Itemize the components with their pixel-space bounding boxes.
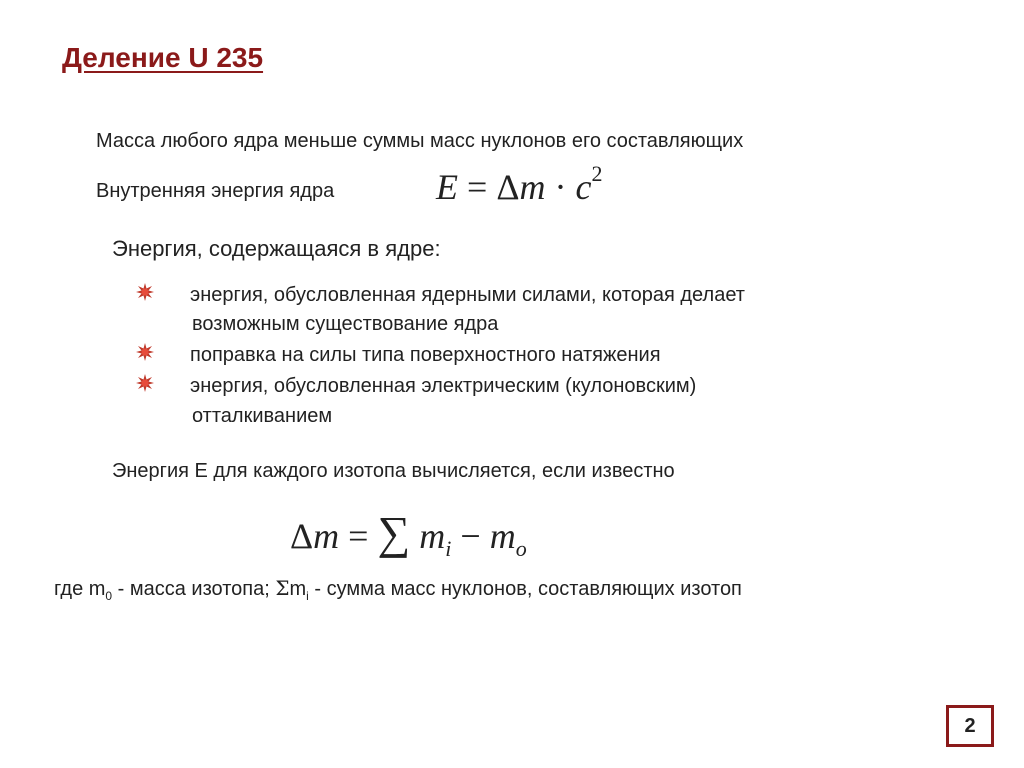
energy-subheading: Энергия, содержащаяся в ядре: xyxy=(112,236,441,261)
bullet-3-icon xyxy=(136,374,154,397)
note-part-2: - масса изотопа; xyxy=(112,578,276,600)
bullet-2-line-1: поправка на силы типа поверхностного натяжения xyxy=(190,344,661,366)
note-part-3: m xyxy=(289,578,307,600)
energy-formula xyxy=(436,161,603,208)
bullet-3-line-1: энергия, обусловленная электрическим (кулоновским) xyxy=(190,375,697,397)
formula-power: 2 xyxy=(591,161,603,186)
bullet-1-line-1: энергия, обусловленная ядерными силами, которая делает xyxy=(190,284,745,306)
formula2-eq: = xyxy=(348,516,369,556)
formula2-mo: m xyxy=(489,516,516,556)
bullet-3-line-2: отталкиванием xyxy=(192,405,333,427)
internal-energy-label: Внутренняя энергия ядра xyxy=(96,180,335,202)
notation-note xyxy=(54,576,742,603)
bullet-1-icon xyxy=(136,283,154,306)
formula-eq: = xyxy=(467,167,488,207)
starburst-icon xyxy=(136,374,154,392)
mass-defect-formula xyxy=(290,506,527,559)
formula2-minus: − xyxy=(460,516,481,556)
note-sub-i: i xyxy=(306,589,309,603)
formula2-mi: m xyxy=(419,516,446,556)
formula2-m: m xyxy=(313,516,340,556)
formula-c: c xyxy=(575,167,592,207)
page-number-text: 2 xyxy=(964,714,976,737)
slide-title: Деление U 235 xyxy=(62,42,264,73)
formula2-delta: Δ xyxy=(290,516,314,556)
formula-delta: Δ xyxy=(496,167,520,207)
starburst-icon xyxy=(136,343,154,361)
note-part-1: где m xyxy=(54,578,106,600)
bullet-1-line-2: возможным существование ядра xyxy=(192,313,499,335)
mass-statement: Масса любого ядра меньше суммы масс нуклонов его составляющих xyxy=(96,130,744,152)
note-sigma: Σ xyxy=(275,576,290,600)
formula-m: m xyxy=(519,167,546,207)
starburst-icon xyxy=(136,283,154,301)
note-part-4: - сумма масс нуклонов, составляющих изотоп xyxy=(308,578,742,600)
formula2-sum: ∑ xyxy=(377,507,411,558)
page-number xyxy=(946,705,994,747)
note-sub-0: 0 xyxy=(105,589,113,603)
formula2-mi-sub: i xyxy=(445,536,452,561)
formula-e: E xyxy=(436,167,458,207)
isotope-statement: Энергия Е для каждого изотопа вычисляется, если известно xyxy=(112,460,675,482)
formula2-mo-sub: o xyxy=(515,536,527,561)
formula-dot: · xyxy=(554,167,567,207)
bullet-2-icon xyxy=(136,343,154,366)
